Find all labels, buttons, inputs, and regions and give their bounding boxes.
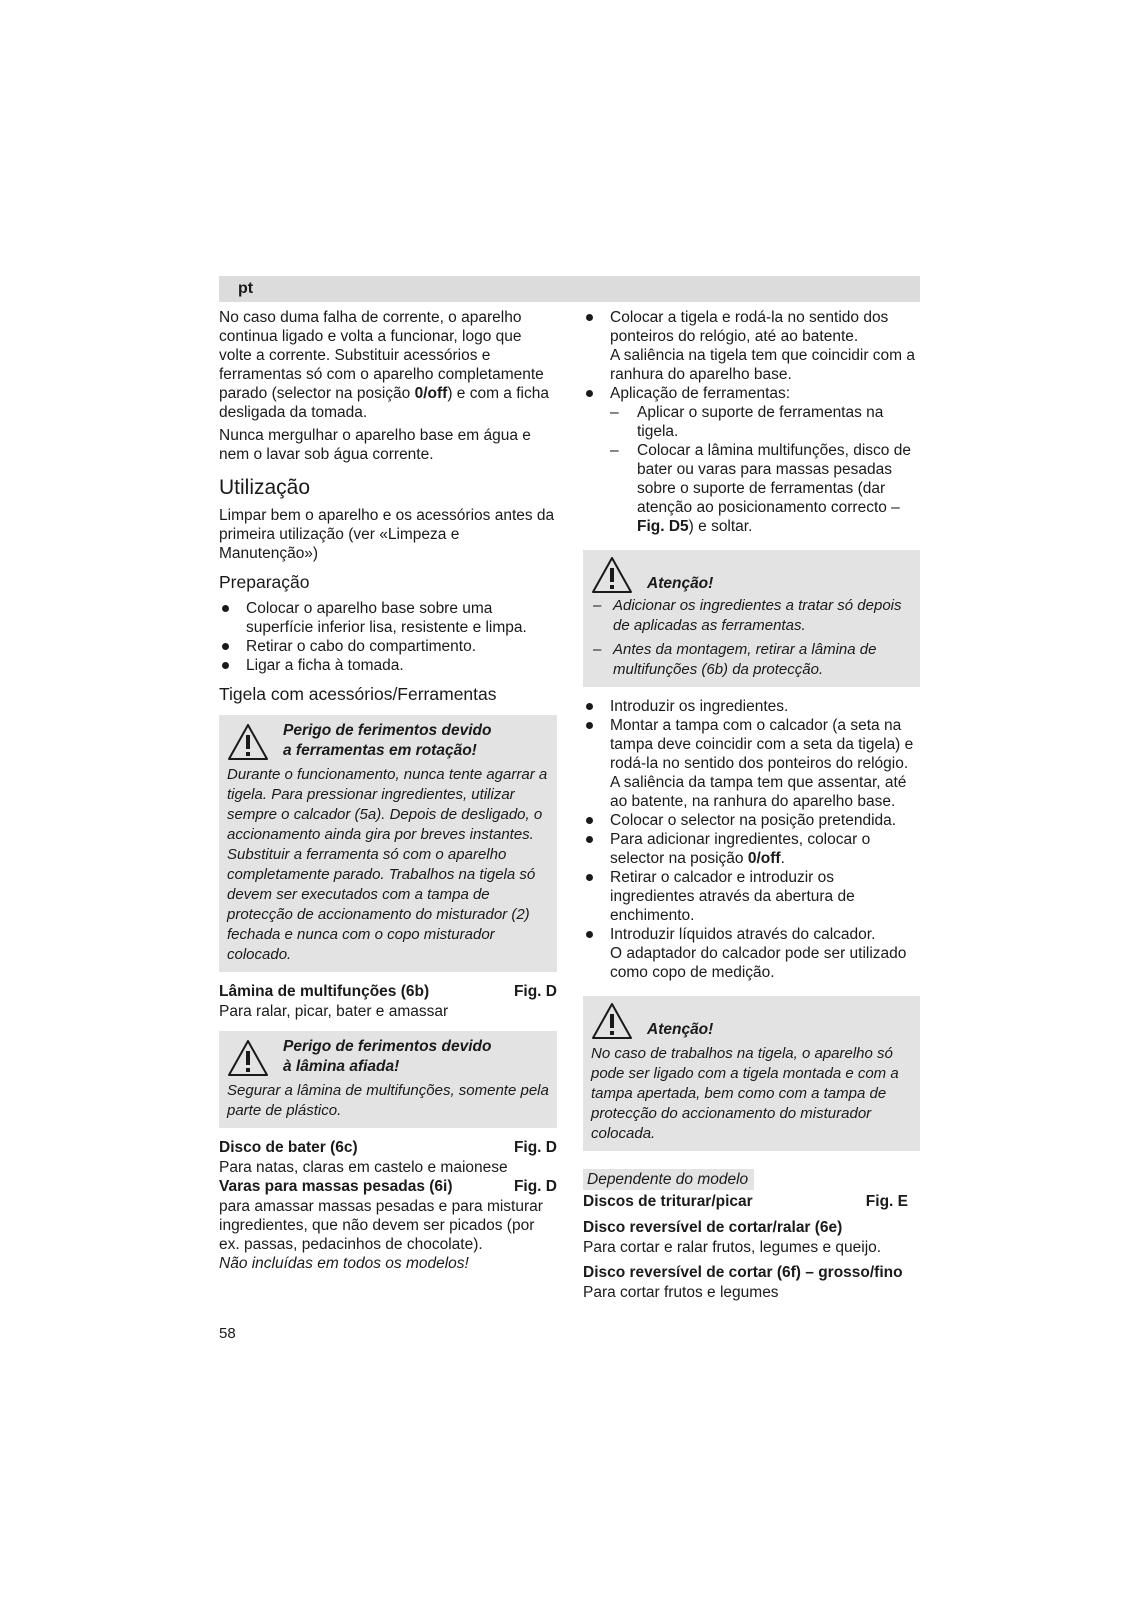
warning-body: No caso de trabalhos na tigela, o aparelho só pode ser ligado com a tigela montada e com a tampa apertada, bem como com a tampa de protecção do accionamento do misturador colocada. bbox=[591, 1045, 899, 1142]
warning-triangle-icon bbox=[227, 723, 269, 761]
preparacao-list bbox=[219, 599, 557, 675]
varas-heading: Varas para massas pesadas (6i) Fig. D bbox=[219, 1178, 557, 1195]
figure-ref: Fig. D bbox=[513, 983, 557, 1000]
operation-steps bbox=[583, 697, 920, 982]
list-item: Ligar a ficha à tomada. bbox=[219, 656, 557, 675]
left-column bbox=[219, 308, 557, 1273]
intro-warning: Nunca mergulhar o aparelho base em água e nem o lavar sob água corrente. bbox=[219, 427, 531, 463]
intro-paragraph: No caso duma falha de corrente, o aparelho continua ligado e volta a funcionar, logo que volte a corrente. Substituir acessórios e ferramentas só com o aparelho completamente parado (selector na posição 0/off) e com a ficha desligada da tomada. bbox=[219, 309, 549, 421]
warning-box-attention-2 bbox=[583, 996, 920, 1151]
utilizacao-text: Limpar bem o aparelho e os acessórios antes da primeira utilização (ver «Limpeza e Manutenção») bbox=[219, 507, 555, 562]
model-tag: Dependente do modelo bbox=[583, 1169, 754, 1190]
list-item: Introduzir os ingredientes. bbox=[583, 697, 920, 716]
section-title-utilizacao: Utilização bbox=[219, 476, 311, 499]
language-code: pt bbox=[238, 280, 254, 297]
section-title-preparacao: Preparação bbox=[219, 572, 310, 592]
warning-triangle-icon bbox=[227, 1039, 269, 1077]
figure-ref: Fig. E bbox=[865, 1193, 908, 1210]
off-position: 0/off bbox=[747, 850, 781, 867]
list-subitem: – Aplicar o suporte de ferramentas na tigela. bbox=[583, 403, 920, 441]
warning-body: Durante o funcionamento, nunca tente agarrar a tigela. Para pressionar ingredientes, utilizar sempre o calcador (5a). Depois de desligado, o accionamento ainda gira por breves instantes. Substituir a ferramenta só com o aparelho completamente parado. Trabalhos na tigela só devem ser executados com a tampa de protecção de accionamento do misturador (2) fechada e nunca com o copo misturador colocado. bbox=[227, 766, 548, 963]
lamina-heading: Lâmina de multifunções (6b) Fig. D bbox=[219, 983, 557, 1000]
lamina-text: Para ralar, picar, bater e amassar bbox=[219, 1003, 449, 1020]
warning-item: – Antes da montagem, retirar a lâmina de multifunções (6b) da protecção. bbox=[591, 640, 912, 680]
list-item: Introduzir líquidos através do calcador. O adaptador do calcador pode ser utilizado como copo de medição. bbox=[583, 925, 920, 982]
warning-box-blade bbox=[219, 1031, 557, 1128]
varas-text: para amassar massas pesadas e para misturar ingredientes, que não devem ser picados (por ex. passas, pedacinhos de chocolate). bbox=[219, 1198, 543, 1253]
warning-heading: Atenção! bbox=[591, 556, 912, 594]
list-item: Para adicionar ingredientes, colocar o selector na posição 0/off. bbox=[583, 830, 920, 868]
list-item: Colocar a tigela e rodá-la no sentido dos ponteiros do relógio, até ao batente. A saliência na tigela tem que coincidir com a ranhura do aparelho base. bbox=[583, 308, 920, 384]
warning-triangle-icon bbox=[591, 1002, 633, 1040]
section-title-tigela: Tigela com acessórios/Ferramentas bbox=[219, 684, 497, 704]
right-column bbox=[583, 308, 920, 1302]
list-item: Retirar o cabo do compartimento. bbox=[219, 637, 557, 656]
warning-heading: Perigo de ferimentos devido à lâmina afiada! bbox=[227, 1037, 549, 1077]
list-item: Aplicação de ferramentas: bbox=[583, 384, 920, 403]
warning-box-rotation bbox=[219, 715, 557, 972]
list-item: Retirar o calcador e introduzir os ingredientes através da abertura de enchimento. bbox=[583, 868, 920, 925]
warning-box-attention-1 bbox=[583, 550, 920, 687]
disco-heading: Disco de bater (6c) Fig. D bbox=[219, 1139, 557, 1156]
varas-note: Não incluídas em todos os modelos! bbox=[219, 1255, 469, 1272]
list-subitem: – Colocar a lâmina multifunções, disco de bater ou varas para massas pesadas sobre o suporte de ferramentas (dar atenção ao posicionamento correcto – Fig. D5) e soltar. bbox=[583, 441, 920, 536]
figure-ref: Fig. D5 bbox=[637, 518, 689, 535]
discos-heading: Discos de triturar/picar Fig. E bbox=[583, 1193, 908, 1210]
rev2-heading: Disco reversível de cortar (6f) – grosso/fino bbox=[583, 1264, 903, 1281]
warning-heading: Perigo de ferimentos devido a ferramentas em rotação! bbox=[227, 721, 549, 761]
warning-item: – Adicionar os ingredientes a tratar só depois de aplicadas as ferramentas. bbox=[591, 596, 912, 636]
page-number: 58 bbox=[219, 1325, 236, 1342]
disco-text: Para natas, claras em castelo e maionese bbox=[219, 1159, 508, 1176]
warning-body: Segurar a lâmina de multifunções, somente pela parte de plástico. bbox=[227, 1082, 549, 1119]
list-item: Colocar o aparelho base sobre uma superfície inferior lisa, resistente e limpa. bbox=[219, 599, 557, 637]
language-bar bbox=[219, 276, 920, 302]
off-position: 0/off bbox=[414, 385, 448, 402]
warning-triangle-icon bbox=[591, 556, 633, 594]
figure-ref: Fig. D bbox=[513, 1139, 557, 1156]
list-item: Montar a tampa com o calcador (a seta na tampa deve coincidir com a seta da tigela) e rodá-la no sentido dos ponteiros do relógio. A saliência da tampa tem que assentar, até ao batente, na ranhura do aparelho base. bbox=[583, 716, 920, 811]
rev1-text: Para cortar e ralar frutos, legumes e queijo. bbox=[583, 1239, 882, 1256]
figure-ref: Fig. D bbox=[513, 1178, 557, 1195]
assembly-steps bbox=[583, 308, 920, 536]
rev1-heading: Disco reversível de cortar/ralar (6e) bbox=[583, 1219, 843, 1236]
list-item: Colocar o selector na posição pretendida. bbox=[583, 811, 920, 830]
warning-heading: Atenção! bbox=[591, 1002, 912, 1040]
rev2-text: Para cortar frutos e legumes bbox=[583, 1284, 779, 1301]
